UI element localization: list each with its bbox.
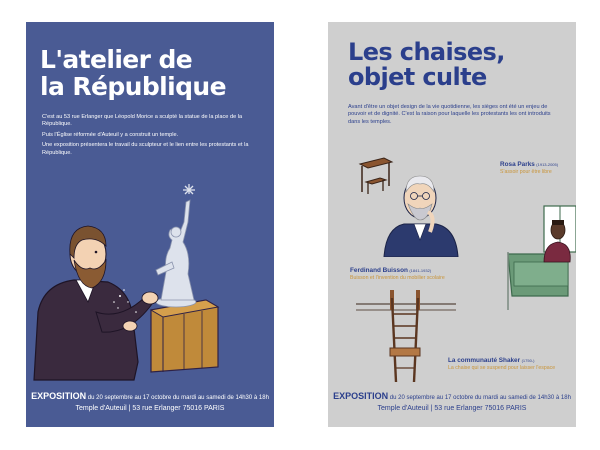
- title-line-1: L'atelier de: [40, 45, 193, 74]
- exhibition-dates: [26, 392, 274, 402]
- exhibition-address: Temple d'Auteuil | 53 rue Erlanger 75016 PARIS: [75, 405, 225, 412]
- exhibition-address: Temple d'Auteuil | 53 rue Erlanger 75016 PARIS: [377, 405, 527, 412]
- caption-description: S'assoir pour être libre: [500, 168, 552, 175]
- caption-description: Buisson et l'invention du mobilier scolaire: [350, 274, 445, 281]
- title-line-1: Les chaises,: [348, 38, 505, 66]
- caption-ferdinand-buisson: [350, 268, 510, 281]
- intro-paragraph: C'est au 53 rue Erlanger que Léopold Morice a sculpté la statue de la place de la République.: [42, 114, 243, 128]
- caption-name: Rosa Parks: [500, 161, 535, 168]
- intro-paragraph: Une exposition présentera le travail du sculpteur et le lien entre les protestants et la République.: [42, 142, 249, 156]
- shaker-chair-illustration: [356, 290, 456, 382]
- caption-name: La communauté Shaker: [448, 357, 521, 364]
- caption-description: La chaise qui se suspend pour laisser l'espace: [448, 364, 556, 371]
- poster-atelier-republique: [26, 22, 274, 427]
- caption-dates: (1750-): [521, 358, 535, 363]
- title-line-2: la République: [40, 72, 226, 101]
- rosa-parks-illustration: [504, 200, 576, 318]
- ferdinand-buisson-illustration: [380, 162, 460, 257]
- exhibition-schedule: du 20 septembre au 17 octobre du mardi au samedi de 14h30 à 18h: [389, 395, 571, 401]
- exhibition-dates: [328, 392, 576, 402]
- poster-chaises-objet-culte: [328, 22, 576, 427]
- exhibition-label: EXPOSITION: [333, 391, 389, 401]
- intro-text: Avant d'être un objet design de la vie quotidienne, les sièges ont été un enjeu de pouvoir et de dignité. C'est la raison pour laquelle les protestants les ont introduits dans les temples.: [348, 104, 551, 125]
- sculptor-illustration: [26, 162, 274, 382]
- title-line-2: objet culte: [348, 63, 487, 91]
- caption-rosa-parks: [500, 162, 576, 175]
- poster-title: [40, 46, 226, 100]
- caption-dates: (1841-1932): [409, 268, 432, 273]
- caption-name: Ferdinand Buisson: [350, 267, 408, 274]
- exhibition-label: EXPOSITION: [31, 391, 87, 401]
- poster-title: [348, 40, 505, 90]
- exhibition-schedule: du 20 septembre au 17 octobre du mardi au samedi de 14h30 à 18h: [87, 395, 269, 401]
- intro-paragraph: Puis l'Église réformée d'Auteuil y a construit un temple.: [42, 131, 179, 138]
- caption-dates: (1913-2005): [536, 162, 559, 167]
- intro-text: [42, 114, 256, 160]
- caption-shaker: [448, 358, 576, 371]
